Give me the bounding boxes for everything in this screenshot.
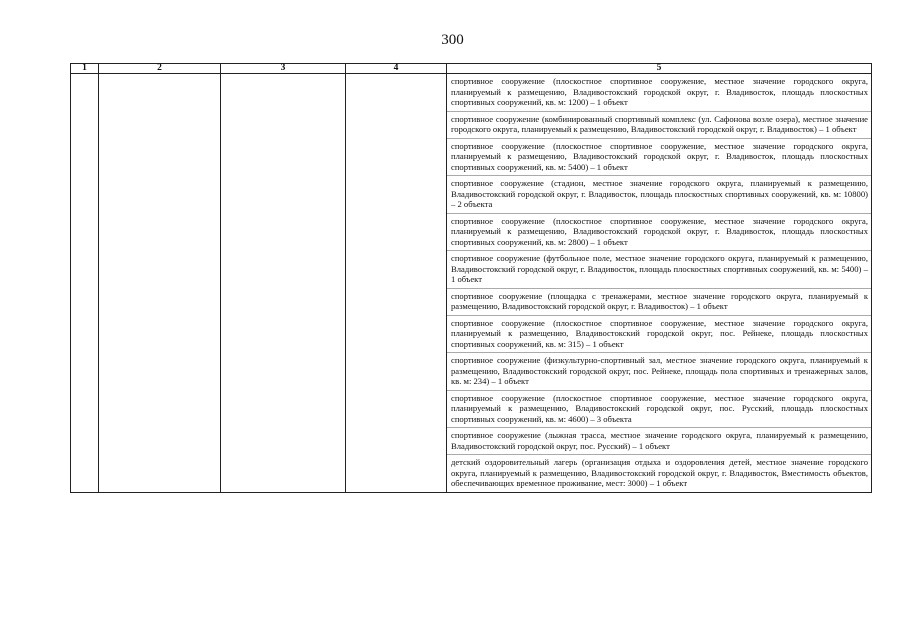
list-item: спортивное сооружение (футбольное поле, местное значение городского округа, планируемый к размещению, Владивостокский городской округ, г. Владивосток, площадь плоскостных спортивных сооружений, кв. м: 5400) – 1 объект: [447, 251, 871, 289]
list-item: спортивное сооружение (стадион, местное значение городского округа, планируемый к размещению, Владивостокский городской округ, г. Владивосток, площадь плоскостных спортивных сооружений, кв. м: 10800) – 2 объекта: [447, 176, 871, 214]
cell-col-2: [99, 74, 221, 493]
table-header-row: [71, 64, 872, 74]
cell-col-4: [346, 74, 447, 493]
list-item: спортивное сооружение (физкультурно-спортивный зал, местное значение городского округа, планируемый к размещению, Владивостокский городской округ, пос. Рейнеке, площадь пола спортивных и тренажерных залов, кв. м: 234) – 1 объект: [447, 353, 871, 391]
column-header-4: 4: [346, 64, 447, 74]
list-item: спортивное сооружение (плоскостное спортивное сооружение, местное значение городского округа, планируемый к размещению, Владивостокский городской округ, г. Владивосток, площадь плоскостных спортивных сооружений, кв. м: 1200) – 1 объект: [447, 74, 871, 112]
page-number: 300: [441, 32, 464, 48]
cell-col-5: [447, 74, 872, 493]
cell-col-3: [221, 74, 346, 493]
document-table: [70, 63, 872, 493]
list-item: спортивное сооружение (лыжная трасса, местное значение городского округа, планируемый к размещению, Владивостокский городской округ, пос. Русский) – 1 объект: [447, 428, 871, 455]
table-row: [71, 74, 872, 493]
list-item: спортивное сооружение (плоскостное спортивное сооружение, местное значение городского округа, планируемый к размещению, Владивостокский городской округ, г. Владивосток, площадь плоскостных спортивных сооружений, кв. м: 5400) – 1 объект: [447, 139, 871, 177]
column-header-5: 5: [447, 64, 872, 74]
cell-col-1: [71, 74, 99, 493]
column-header-2: 2: [99, 64, 221, 74]
list-item: спортивное сооружение (плоскостное спортивное сооружение, местное значение городского округа, планируемый к размещению, Владивостокский городской округ, пос. Русский, площадь плоскостных спортивных сооружений, кв. м: 4600) – 3 объекта: [447, 391, 871, 429]
list-item: детский оздоровительный лагерь (организация отдыха и оздоровления детей, местное значение городского округа, планируемый к размещению, Владивостокский городской округ, г. Владивосток, Вместимость объектов, обеспечивающих временное проживание, мест: 3000) – 1 объект: [451, 457, 868, 488]
column-header-3: 3: [221, 64, 346, 74]
list-item: спортивное сооружение (плоскостное спортивное сооружение, местное значение городского округа, планируемый к размещению, Владивостокский городской округ, пос. Рейнеке, площадь плоскостных спортивных сооружений, кв. м: 315) – 1 объект: [447, 316, 871, 354]
column-header-1: 1: [71, 64, 99, 74]
list-item: спортивное сооружение (комбинированный спортивный комплекс (ул. Сафонова возле озера), местное значение городского округа, планируемый к размещению, Владивостокский городской округ, г. Владивосток) – 1 объект: [447, 112, 871, 139]
list-item: спортивное сооружение (площадка с тренажерами, местное значение городского округа, планируемый к размещению, Владивостокский городской округ, г. Владивосток) – 1 объект: [447, 289, 871, 316]
list-item: спортивное сооружение (плоскостное спортивное сооружение, местное значение городского округа, планируемый к размещению, Владивостокский городской округ, г. Владивосток, площадь плоскостных спортивных сооружений, кв. м: 2800) – 1 объект: [447, 214, 871, 252]
